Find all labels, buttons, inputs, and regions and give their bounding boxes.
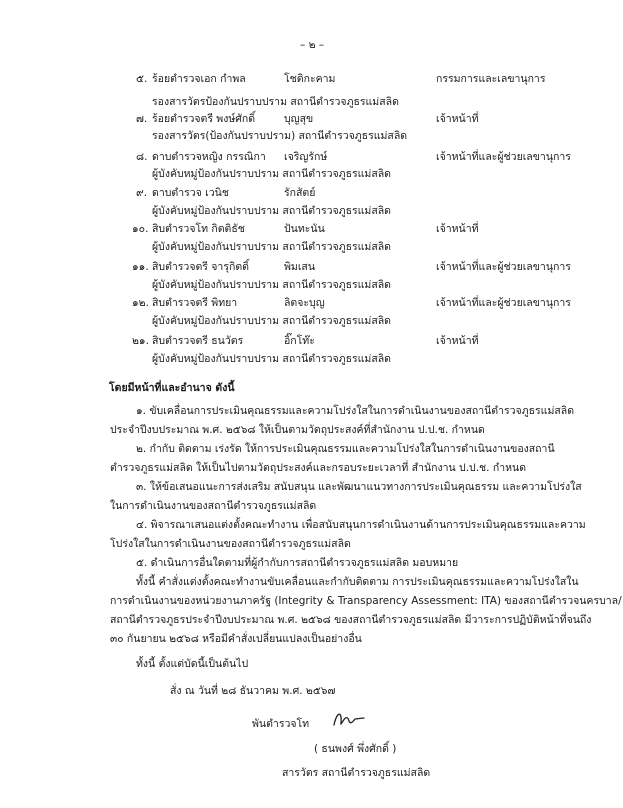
member-position: ผู้บังคับหมู่ป้องกันปราบปราม สถานีตำรวจภูธรแม่สลิด [152, 279, 391, 291]
member-surname: อิ๊กโท๊ะ [284, 335, 315, 347]
duty-2-line-1: ๒. กำกับ ติดตาม เร่งรัด ให้การประเมินคุณธรรมและความโปร่งใสในการดำเนินงานของสถานี [136, 443, 555, 455]
member-title-name: ดาบตำรวจหญิง กรรณิกา [152, 151, 266, 163]
member-title-name: ดาบตำรวจ เวนิช [152, 187, 229, 199]
duty-1-line-1: ๑. ขับเคลื่อนการประเมินคุณธรรมและความโปร่งใสในการดำเนินงานของสถานีตำรวจภูธรแม่สลิด [136, 405, 575, 417]
member-title-name: สิบตำรวจตรี พิทยา [152, 297, 238, 309]
member-title-name: สิบตำรวจตรี ธนวัตร [152, 335, 244, 347]
duty-4-line-2: โปร่งใสในการดำเนินงานของสถานีตำรวจภูธรแม่สลิด [110, 538, 351, 550]
member-role: เจ้าหน้าที่ [436, 335, 479, 347]
duties-heading: โดยมีหน้าที่และอำนาจ ดังนี้ [109, 382, 235, 394]
member-title-name: สิบตำรวจตรี จารุกิตติ์ [152, 261, 249, 273]
member-role: เจ้าหน้าที่และผู้ช่วยเลขานุการ [436, 151, 571, 163]
order-date: สั่ง ณ วันที่ ๒๘ ธันวาคม พ.ศ. ๒๕๖๗ [170, 685, 336, 697]
closing-line-1: ทั้งนี้ คำสั่งแต่งตั้งคณะทำงานขับเคลื่อนและกำกับติดตาม การประเมินคุณธรรมและความโปร่งใสใน [136, 576, 579, 588]
member-position: รองสารวัตร(ป้องกันปราบปราม) สถานีตำรวจภูธรแม่สลิด [152, 130, 408, 142]
member-number: ๑๑. [132, 261, 149, 273]
member-title-name: สิบตำรวจโท กิตติธัช [152, 223, 245, 235]
member-number: ๘. [136, 151, 148, 163]
duty-3-line-1: ๓. ให้ข้อเสนอแนะการส่งเสริม สนับสนุน และพัฒนาแนวทางการประเมินคุณธรรม และความโปร่งใส [136, 481, 582, 493]
duty-1-line-2: ประจำปีงบประมาณ พ.ศ. ๒๕๖๘ ให้เป็นตามวัตถุประสงค์ที่สำนักงาน ป.ป.ช. กำหนด [110, 424, 485, 436]
duty-5: ๕. ดำเนินการอื่นใดตามที่ผู้กำกับการสถานีตำรวจภูธรแม่สลิด มอบหมาย [136, 557, 459, 569]
member-number: ๑๒. [132, 297, 149, 309]
member-role: กรรมการและเลขานุการ [436, 73, 546, 85]
member-title-name: ร้อยตำรวจตรี พงษ์ศักดิ์ [152, 113, 256, 125]
member-role: เจ้าหน้าที่ [436, 113, 479, 125]
signer-position: สารวัตร สถานีตำรวจภูธรแม่สลิด [282, 767, 431, 779]
duty-4-line-1: ๔. พิจารณาเสนอแต่งตั้งคณะทำงาน เพื่อสนับสนุนการดำเนินงานด้านการประเมินคุณธรรมและความ [136, 519, 586, 531]
signature-scribble [330, 707, 370, 733]
member-number: ๒๑. [132, 335, 149, 347]
member-position: ผู้บังคับหมู่ป้องกันปราบปราม สถานีตำรวจภูธรแม่สลิด [152, 168, 391, 180]
page-number: – ๒ – [300, 39, 325, 51]
member-surname: ปันทะนัน [284, 223, 325, 235]
member-role: เจ้าหน้าที่ [436, 223, 479, 235]
effective-statement: ทั้งนี้ ตั้งแต่บัดนี้เป็นต้นไป [136, 658, 249, 670]
member-role: เจ้าหน้าที่และผู้ช่วยเลขานุการ [436, 261, 571, 273]
member-number: ๗. [136, 113, 148, 125]
member-title-name: ร้อยตำรวจเอก กำพล [152, 73, 246, 85]
member-surname: บุญสุข [284, 113, 314, 125]
member-position: ผู้บังคับหมู่ป้องกันปราบปราม สถานีตำรวจภูธรแม่สลิด [152, 315, 391, 327]
member-position: ผู้บังคับหมู่ป้องกันปราบปราม สถานีตำรวจภูธรแม่สลิด [152, 241, 391, 253]
member-number: ๕. [136, 73, 148, 85]
member-surname: ลิตจะบุญ [284, 297, 325, 309]
member-position: ผู้บังคับหมู่ป้องกันปราบปราม สถานีตำรวจภูธรแม่สลิด [152, 353, 391, 365]
member-position: รองสารวัตรป้องกันปราบปราม สถานีตำรวจภูธรแม่สลิด [152, 96, 399, 108]
member-position: ผู้บังคับหมู่ป้องกันปราบปราม สถานีตำรวจภูธรแม่สลิด [152, 205, 391, 217]
member-surname: เจริญรักษ์ [284, 151, 328, 163]
closing-line-4: ๓๐ กันยายน ๒๕๖๘ หรือมีคำสั่งเปลี่ยนแปลงเป็นอย่างอื่น [110, 633, 362, 645]
member-surname: พิมเสน [284, 261, 316, 273]
member-surname: รักสัตย์ [284, 187, 316, 199]
member-role: เจ้าหน้าที่และผู้ช่วยเลขานุการ [436, 297, 571, 309]
signer-name: ( ธนพงศ์ พึ่งศักดิ์ ) [314, 743, 397, 755]
member-number: ๙. [136, 187, 148, 199]
duty-2-line-2: ตำรวจภูธรแม่สลิด ให้เป็นไปตามวัตถุประสงค์และกรอบระยะเวลาที่ สำนักงาน ป.ป.ช. กำหนด [110, 462, 527, 474]
closing-line-2: การดำเนินงานของหน่วยงานภาครัฐ (Integrity & Transparency Assessment: ITA) ของสถานีตำรวจนครบาล/ [110, 595, 622, 607]
signer-rank: พันตำรวจโท [252, 718, 310, 730]
member-surname: โชติกะคาม [284, 73, 336, 85]
closing-line-3: สถานีตำรวจภูธรประจำปีงบประมาณ พ.ศ. ๒๕๖๘ ของสถานีตำรวจภูธรแม่สลิด มีวาระการปฏิบัติหน้าที่จนถึง [110, 614, 592, 626]
member-number: ๑๐. [132, 223, 149, 235]
duty-3-line-2: ในการดำเนินงานของสถานีตำรวจภูธรแม่สลิด [110, 500, 317, 512]
